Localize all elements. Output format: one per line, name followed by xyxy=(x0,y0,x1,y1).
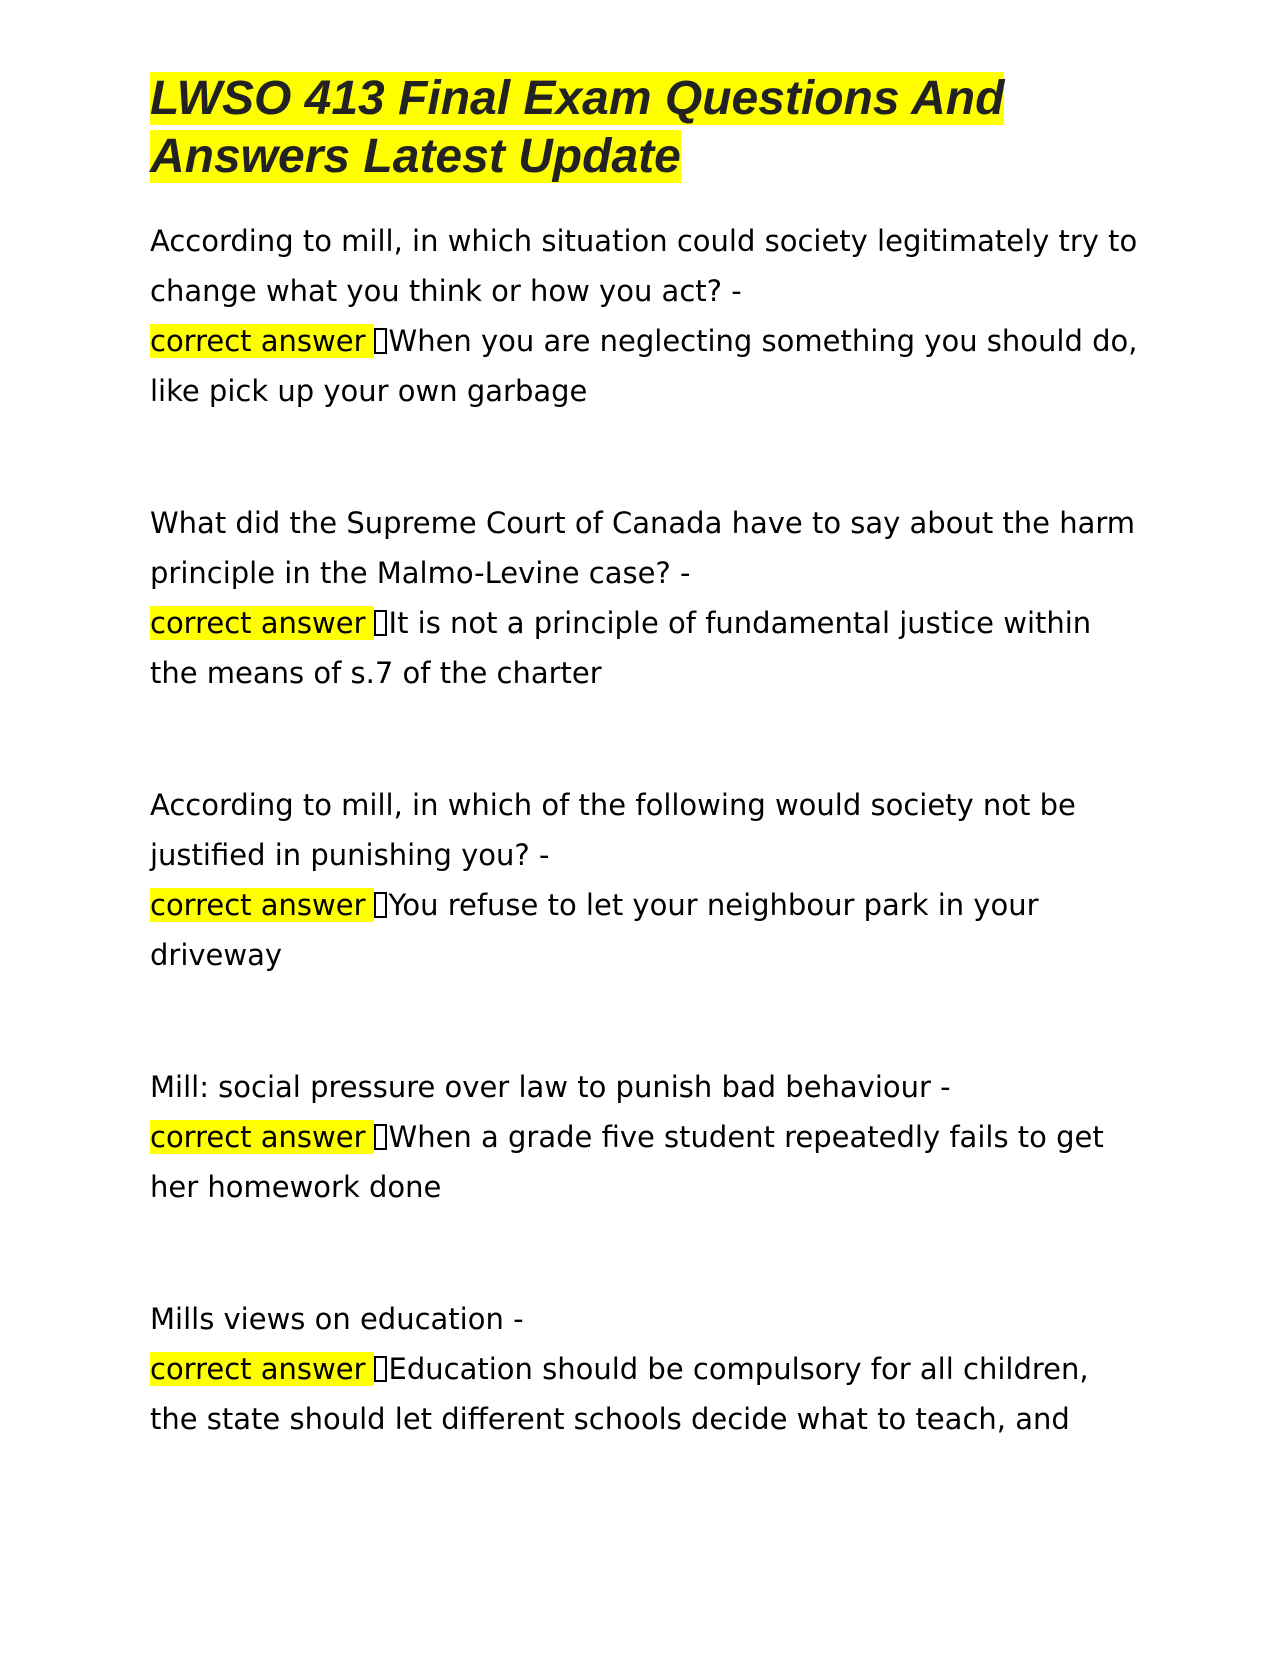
qa-item xyxy=(150,216,1140,416)
document-page xyxy=(150,70,1140,1444)
answer-label: correct answer xyxy=(150,606,374,640)
answer-text: You refuse to let your neighbour park in your driveway xyxy=(150,888,1039,972)
document-title xyxy=(150,70,1140,186)
answer-label: correct answer xyxy=(150,324,374,358)
qa-item xyxy=(150,498,1140,698)
answer-text: When a grade five student repeatedly fails to get her homework done xyxy=(150,1120,1104,1204)
answer-label: correct answer xyxy=(150,1352,374,1386)
qa-item xyxy=(150,1294,1140,1444)
qa-item xyxy=(150,780,1140,980)
qa-item xyxy=(150,1062,1140,1212)
placeholder-glyph-icon xyxy=(374,892,387,918)
answer-label: correct answer xyxy=(150,1120,374,1154)
answer-block xyxy=(150,880,1140,980)
question-text: What did the Supreme Court of Canada have to say about the harm principle in the Malmo-Levine case? - xyxy=(150,506,1136,590)
question-text: Mill: social pressure over law to punish bad behaviour - xyxy=(150,1070,951,1104)
answer-block xyxy=(150,598,1140,698)
answer-block xyxy=(150,1344,1140,1444)
answer-block xyxy=(150,1112,1140,1212)
placeholder-glyph-icon xyxy=(374,610,387,636)
question-text: Mills views on education - xyxy=(150,1302,524,1336)
answer-label: correct answer xyxy=(150,888,374,922)
answer-block xyxy=(150,316,1140,416)
answer-text: It is not a principle of fundamental justice within the means of s.7 of the charter xyxy=(150,606,1092,690)
answer-text: Education should be compulsory for all children, the state should let different schools decide what to teach, and xyxy=(150,1352,1089,1436)
question-text: According to mill, in which of the following would society not be justified in punishing you? - xyxy=(150,788,1076,872)
answer-text: When you are neglecting something you should do, like pick up your own garbage xyxy=(150,324,1138,408)
placeholder-glyph-icon xyxy=(374,1124,387,1150)
placeholder-glyph-icon xyxy=(374,1356,387,1382)
question-text: According to mill, in which situation could society legitimately try to change what you think or how you act? - xyxy=(150,224,1138,308)
placeholder-glyph-icon xyxy=(374,328,387,354)
title-line-1: LWSO 413 Final Exam Questions And xyxy=(150,72,1005,125)
title-line-2: Answers Latest Update xyxy=(150,130,681,183)
